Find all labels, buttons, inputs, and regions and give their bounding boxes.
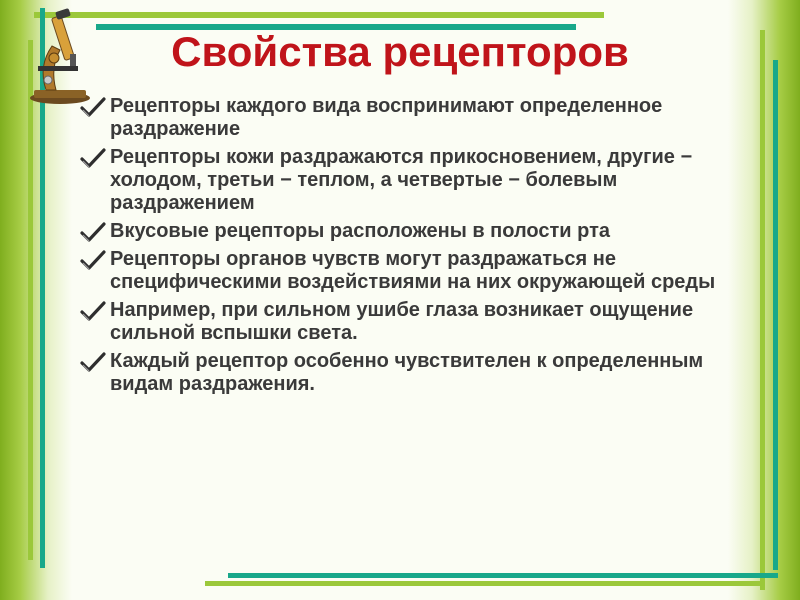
left-green-stripe (28, 40, 33, 560)
checkmark-icon (80, 96, 106, 118)
bullet-text: Каждый рецептор особенно чувствителен к определенным видам раздражения. (110, 350, 704, 395)
bullet-text: Рецепторы каждого вида воспринимают определенное раздражение (110, 95, 663, 140)
bullet-text: Вкусовые рецепторы расположены в полости рта (110, 220, 611, 242)
right-teal-stripe (773, 60, 778, 570)
bullet-item (80, 95, 760, 141)
bullet-item (80, 350, 760, 396)
top-green-stripe (34, 12, 604, 18)
bottom-teal-stripe (228, 573, 778, 578)
bullet-item (80, 220, 760, 243)
bullet-item (80, 299, 760, 345)
checkmark-icon (80, 351, 106, 373)
checkmark-icon (80, 147, 106, 169)
bullet-item (80, 146, 760, 215)
bullet-text: Рецепторы кожи раздражаются прикосновением, другие − холодом, третьи − теплом, а четвертые − болевым раздражением (110, 146, 693, 214)
slide-title: Свойства рецепторов (171, 28, 629, 75)
checkmark-icon (80, 249, 106, 271)
right-green-stripe (760, 30, 765, 590)
bullet-text: Рецепторы органов чувств могут раздражаться не специфическими воздействиями на них окружающей среды (110, 248, 716, 293)
bottom-green-stripe (205, 581, 765, 586)
checkmark-icon (80, 300, 106, 322)
bullet-item (80, 248, 760, 294)
bullet-list (80, 95, 760, 401)
checkmark-icon (80, 221, 106, 243)
bullet-text: Например, при сильном ушибе глаза возникает ощущение сильной вспышки света. (110, 299, 694, 344)
